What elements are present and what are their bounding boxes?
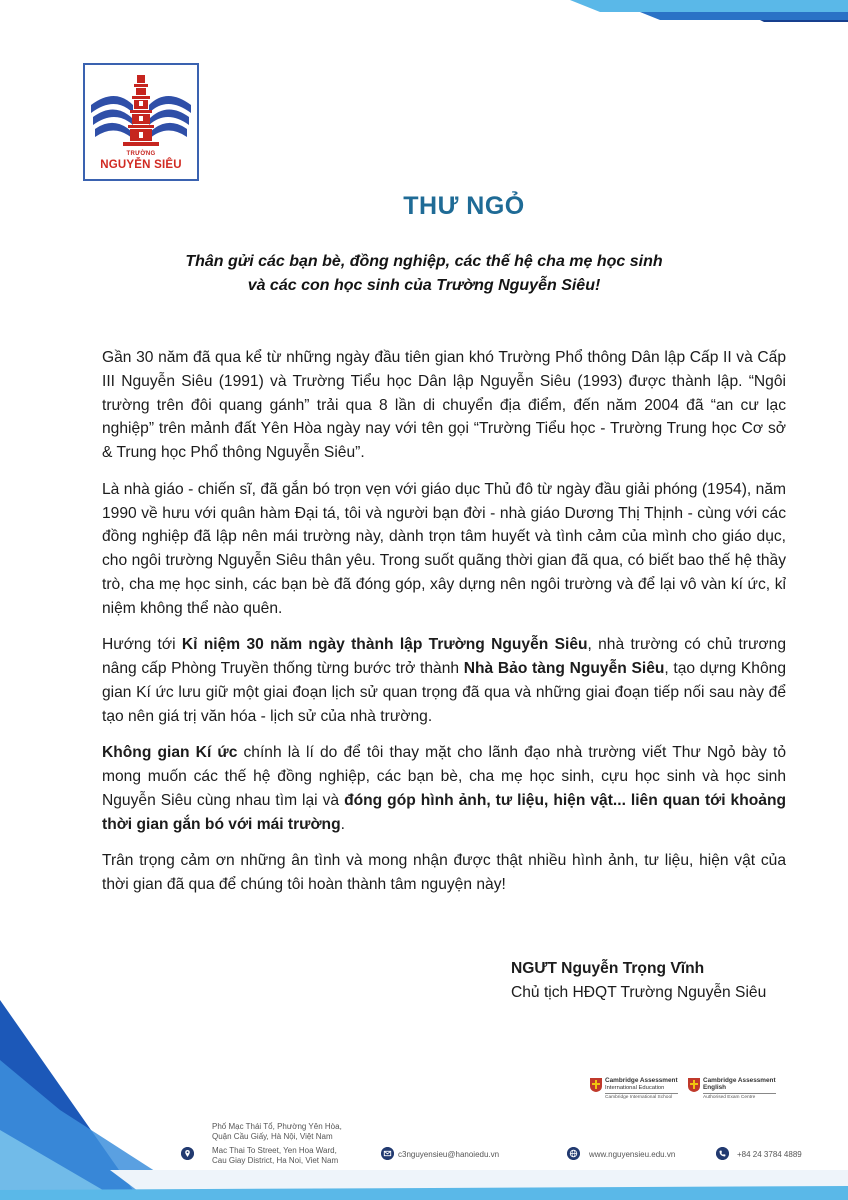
address-en-line-1: Mac Thai To Street, Yen Hoa Ward, <box>212 1146 337 1155</box>
paragraph-4-text: . <box>340 815 345 833</box>
cambridge-international-logo <box>590 1078 678 1110</box>
cambridge-2-line-1: Cambridge Assessment <box>703 1077 776 1084</box>
globe-icon <box>567 1147 580 1160</box>
paragraph-4 <box>102 741 786 836</box>
address-vi-line-1: Phố Mạc Thái Tổ, Phường Yên Hòa, <box>212 1122 342 1131</box>
paragraph-3-text: , nhà trường có chủ trương nâng cấp Phòng Truyền thống từng bước trở thành <box>102 636 786 678</box>
cambridge-1-line-1: Cambridge Assessment <box>605 1077 678 1084</box>
greeting-line-1: Thân gửi các bạn bè, đồng nghiệp, các thế hệ cha mẹ học sinh <box>185 253 663 270</box>
signature-role: Chủ tịch HĐQT Trường Nguyễn Siêu <box>511 984 767 1001</box>
paragraph-4-bold: đóng góp hình ảnh, tư liệu, hiện vật... liên quan tới khoảng thời gian gắn bó với mái trường <box>102 791 787 833</box>
school-logo <box>83 63 199 181</box>
logo-school-name: NGUYỄN SIÊU <box>100 159 182 171</box>
paragraph-3-text: , tạo dựng Không gian Kí ức lưu giữ một giai đoạn lịch sử quan trọng đã qua và những giai đoạn tiếp nối sau này để tạo nên giá trị văn hóa - lịch sử của nhà trường. <box>102 660 786 725</box>
paragraph-5: Trân trọng cảm ơn những ân tình và mong nhận được thật nhiều hình ảnh, tư liệu, hiện vật của thời gian đã qua để chúng tôi hoàn thành tâm nguyện này! <box>102 852 786 894</box>
address-en-line-2: Cau Giay District, Ha Noi, Viet Nam <box>212 1156 339 1165</box>
footer-website[interactable]: www.nguyensieu.edu.vn <box>589 1150 676 1159</box>
letter-body <box>102 346 786 910</box>
greeting <box>100 250 748 298</box>
paragraph-1: Gần 30 năm đã qua kể từ những ngày đầu tiên gian khó Trường Phổ thông Dân lập Cấp II và Cấp III Nguyễn Siêu (1991) và Trường Tiểu học Dân lập Nguyễn Siêu (1993) được thành lập. “Ngôi trường trên đôi quang gánh” trải qua 8 lần di chuyển địa điểm, đến năm 2004 đã “an cư lạc nghiệp” trên mảnh đất Yên Hòa ngày nay với tên gọi “Trường Tiểu học - Trường Trung học Cơ sở & Trung học Phổ thông Nguyễn Siêu”. <box>102 349 786 462</box>
greeting-line-2: và các con học sinh của Trường Nguyễn Siêu! <box>247 277 601 294</box>
signature-name: NGƯT Nguyễn Trọng Vĩnh <box>511 960 705 977</box>
email-icon <box>381 1147 394 1160</box>
address-vietnamese <box>212 1122 342 1142</box>
footer-phone[interactable]: +84 24 3784 4889 <box>737 1150 802 1159</box>
cambridge-1-line-2: International Education <box>605 1084 665 1091</box>
top-decorative-band <box>0 0 848 22</box>
paragraph-3 <box>102 633 786 728</box>
cambridge-2-sub: Authorised Exam Centre <box>703 1093 776 1102</box>
paragraph-4-text: chính là lí do để tôi thay mặt cho lãnh đạo nhà trường viết Thư Ngỏ bày tỏ mong muốn các thế hệ đồng nghiệp, các bạn bè, cha mẹ học sinh, cựu học sinh và học sinh Nguyễn Siêu cùng nhau tìm lại và <box>102 744 786 809</box>
address-vi-line-2: Quận Cầu Giấy, Hà Nội, Việt Nam <box>212 1132 333 1141</box>
signature-block <box>511 957 766 1005</box>
paragraph-2: Là nhà giáo - chiến sĩ, đã gắn bó trọn vẹn với giáo dục Thủ đô từ ngày đầu giải phóng (1954), năm 1990 về hưu với quân hàm Đại tá, tôi và người bạn đời - nhà giáo Dương Thị Thịnh - cùng với các đồng nghiệp đã lập nên mái trường này, dành trọn tâm huyết và tình cảm của mình cho giáo dục, cho ngôi trường Nguyễn Siêu thân yêu. Trong suốt quãng thời gian đã qua, có biết bao thế hệ thầy trò, cha mẹ học sinh, các bạn bè đã đóng góp, xây dựng nên ngôi trường và để lại vô vàn kí ức, kỉ niệm không thể nào quên. <box>102 480 786 617</box>
address-english <box>212 1146 338 1166</box>
cambridge-shield-icon <box>688 1078 700 1092</box>
paragraph-3-text: Hướng tới <box>102 636 182 654</box>
paragraph-4-bold: Không gian Kí ức <box>102 744 238 762</box>
paragraph-3-bold: Nhà Bảo tàng Nguyễn Siêu <box>463 660 665 678</box>
location-pin-icon <box>181 1147 194 1160</box>
logo-small-text: TRƯỜNG <box>126 151 156 157</box>
footer-email[interactable]: c3nguyensieu@hanoiedu.vn <box>398 1150 500 1159</box>
cambridge-english-logo <box>688 1078 776 1110</box>
paragraph-3-bold: Kỉ niệm 30 năm ngày thành lập Trường Nguyễn Siêu <box>181 636 588 654</box>
phone-icon <box>716 1147 729 1160</box>
cambridge-shield-icon <box>590 1078 602 1092</box>
cambridge-1-sub: Cambridge International School <box>605 1093 678 1102</box>
page-title: THƯ NGỎ <box>403 192 525 220</box>
cambridge-2-line-2: English <box>703 1083 727 1091</box>
